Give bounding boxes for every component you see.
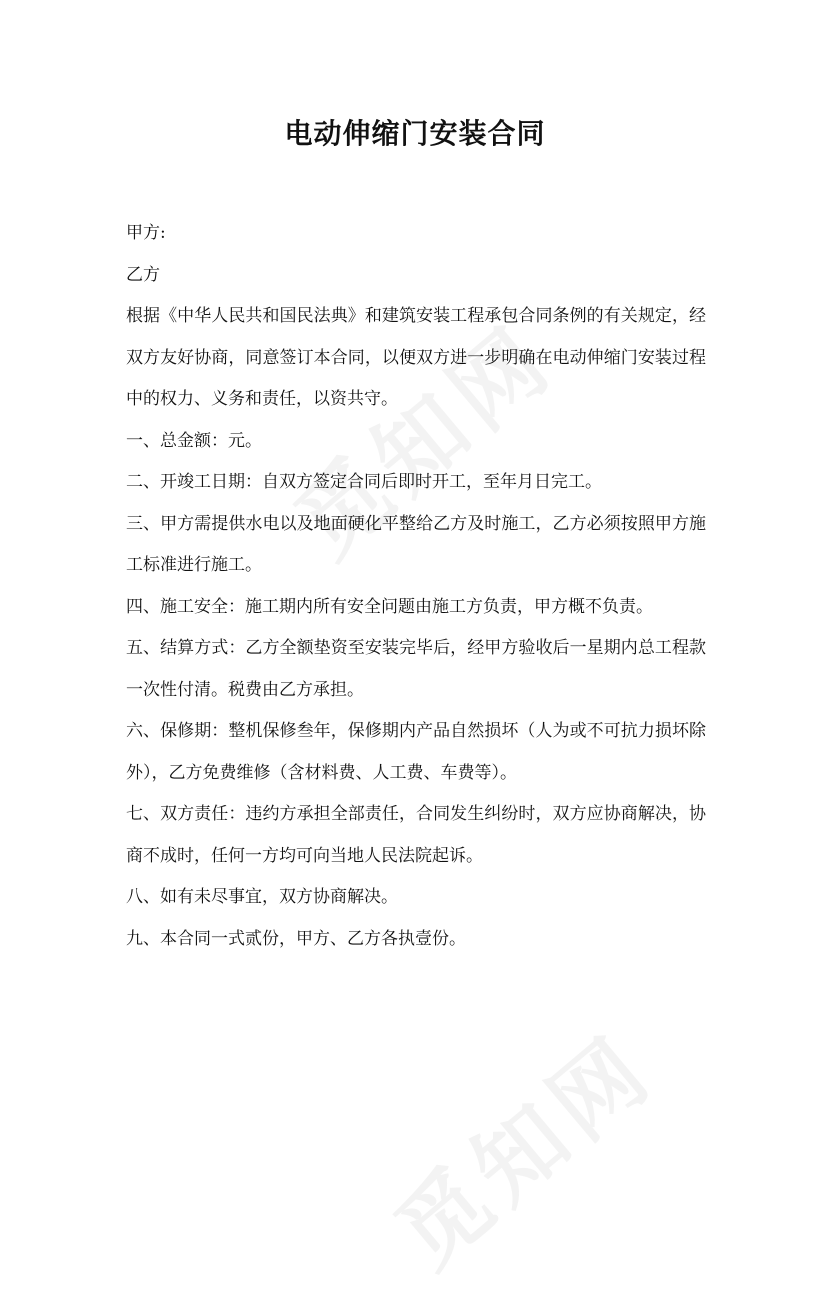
clause-liability: 七、双方责任：违约方承担全部责任，合同发生纠纷时，双方应协商解决，协商不成时，任何一方均可向当地人民法院起诉。	[126, 804, 706, 866]
clause-copies: 九、本合同一式贰份，甲方、乙方各执壹份。	[126, 928, 466, 949]
watermark	[363, 999, 676, 1291]
clause-safety: 四、施工安全：施工期内所有安全问题由施工方负责，甲方概不负责。	[126, 596, 653, 617]
preamble-paragraph: 根据《中华人民共和国民法典》和建筑安装工程承包合同条例的有关规定，经双方友好协商，同意签订本合同，以便双方进一步明确在电动伸缩门安装过程中的权力、义务和责任，以资共守。	[126, 306, 706, 409]
document-title: 电动伸缩门安装合同	[284, 117, 546, 150]
clause-total-amount: 一、总金额：元。	[126, 430, 262, 451]
clause-other-matters: 八、如有未尽事宜，双方协商解决。	[126, 887, 398, 907]
clause-schedule: 二、开竣工日期：自双方签定合同后即时开工，至年月日完工。	[126, 472, 602, 492]
party-b-line: 乙方	[126, 264, 160, 285]
contract-body	[126, 213, 706, 960]
clause-settlement: 五、结算方式：乙方全额垫资至安装完毕后，经甲方验收后一星期内总工程款一次性付清。税费由乙方承担。	[126, 638, 706, 700]
clause-warranty: 六、保修期：整机保修叁年，保修期内产品自然损坏（人为或不可抗力损坏除外），乙方免费维修（含材料费、人工费、车费等）。	[126, 721, 706, 783]
party-a-line: 甲方:	[126, 223, 166, 243]
clause-site-conditions: 三、甲方需提供水电以及地面硬化平整给乙方及时施工，乙方必须按照甲方施工标准进行施工。	[126, 513, 706, 575]
